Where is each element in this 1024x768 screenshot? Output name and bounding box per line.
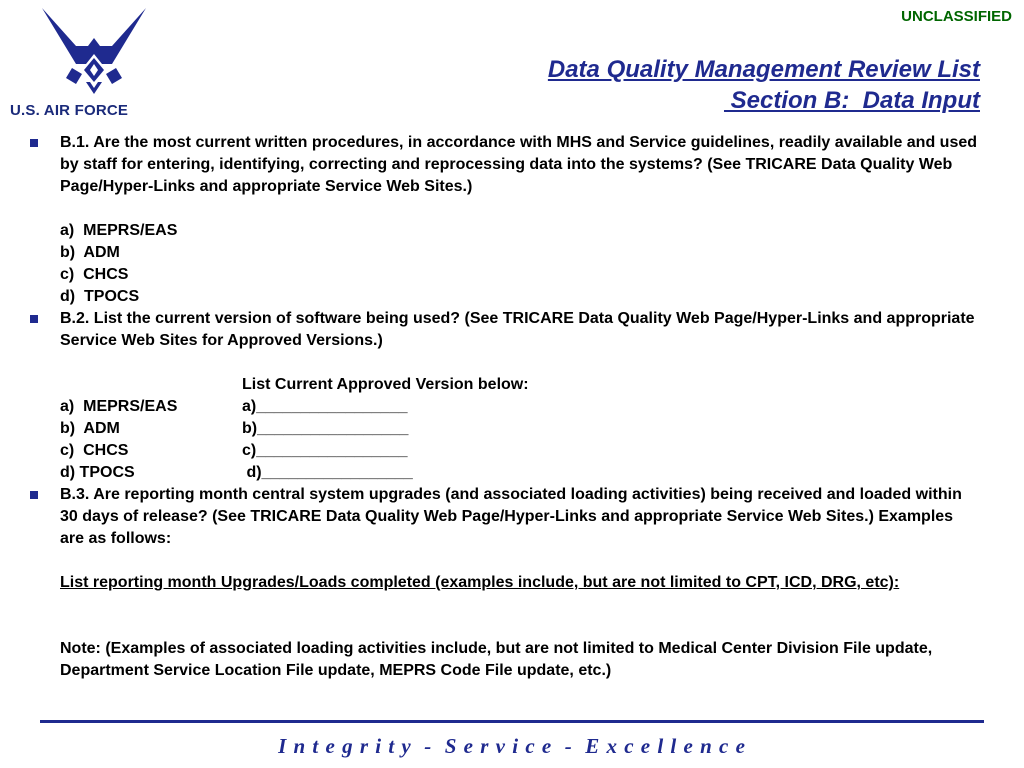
b1-question: B.1. Are the most current written procedures, in accordance with MHS and Service guidelines, readily available and used by staff for entering, identifying, correcting and reprocessing data into the systems? (See TRICARE Data Quality Web Page/Hyper-Links and appropriate Service Web Sites.) <box>60 134 978 195</box>
b1-item-tpocs: d) TPOCS <box>60 288 140 305</box>
logo-text: U.S. AIR FORCE <box>10 102 129 119</box>
page-title <box>548 54 980 116</box>
title-line-2: Section B: Data Input <box>723 87 980 114</box>
footer-motto: I n t e g r i t y - S e r v i c e - E x c e l l e n c e <box>278 734 746 758</box>
section-b3 <box>30 484 980 682</box>
b2-row-chcs <box>60 440 980 462</box>
b2-question: B.2. List the current version of software being used? (See TRICARE Data Quality Web Page/Hyper-Links and appropriate Service Web Sites for Approved Versions.) <box>60 310 975 349</box>
b2-system-label: a) MEPRS/EAS <box>60 398 178 415</box>
b1-item-meprs: a) MEPRS/EAS <box>60 222 178 239</box>
b3-question: B.3. Are reporting month central system upgrades (and associated loading activities) being received and loaded within 30 days of release? (See TRICARE Data Quality Web Page/Hyper-Links and appropriate Service Web Sites.) Examples are as follows: <box>60 486 962 547</box>
b3-list-heading: List reporting month Upgrades/Loads completed (examples include, but are not limited to CPT, ICD, DRG, etc): <box>60 574 900 591</box>
b2-system-label: d) TPOCS <box>60 464 135 481</box>
b2-version-blank[interactable]: c)_________________ <box>242 442 408 459</box>
bullet-square-icon <box>30 139 38 147</box>
b1-item-adm: b) ADM <box>60 244 120 261</box>
main-content <box>30 132 980 682</box>
classification-label: UNCLASSIFIED <box>901 8 1012 25</box>
b2-row-meprs <box>60 396 980 418</box>
b3-note: Note: (Examples of associated loading activities include, but are not limited to Medical Center Division File update, Department Service Location File update, MEPRS Code File update, etc.) <box>60 640 933 679</box>
air-force-wings-icon <box>42 8 146 94</box>
b2-row-tpocs <box>60 462 980 484</box>
b2-version-heading: List Current Approved Version below: <box>242 376 529 393</box>
b2-row-adm <box>60 418 980 440</box>
b2-version-blank[interactable]: a)_________________ <box>242 398 408 415</box>
bullet-square-icon <box>30 491 38 499</box>
footer-divider <box>40 720 984 723</box>
air-force-logo <box>10 8 180 126</box>
b2-system-label: b) ADM <box>60 420 120 437</box>
b2-version-blank[interactable]: b)_________________ <box>242 420 409 437</box>
section-b1 <box>30 132 980 308</box>
title-line-1: Data Quality Management Review List <box>547 56 980 83</box>
b2-system-label: c) CHCS <box>60 442 129 459</box>
section-b2 <box>30 308 980 484</box>
bullet-square-icon <box>30 315 38 323</box>
b1-item-chcs: c) CHCS <box>60 266 129 283</box>
b2-version-blank[interactable]: d)_________________ <box>242 464 413 481</box>
